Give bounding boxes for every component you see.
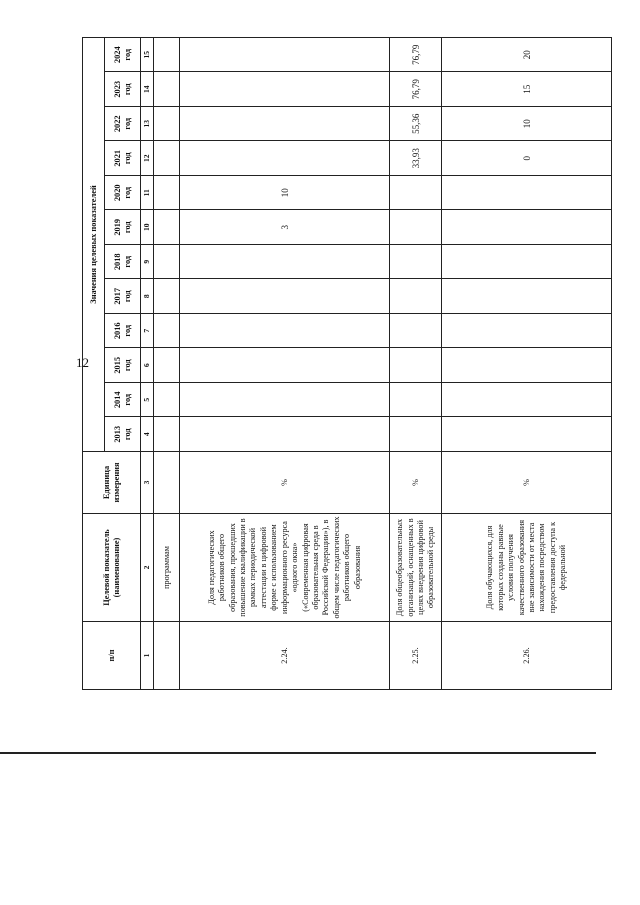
value-cell <box>442 245 612 280</box>
header-year: 2014 год <box>105 383 141 418</box>
value-cell <box>180 417 390 452</box>
value-cell <box>390 245 442 280</box>
value-cell <box>154 141 180 176</box>
header-year: 2015 год <box>105 348 141 383</box>
value-cell <box>390 279 442 314</box>
bottom-rule <box>0 752 596 754</box>
value-cell <box>180 72 390 107</box>
row-number: 2.26. <box>442 622 612 690</box>
value-cell: 20 <box>442 37 612 72</box>
value-cell: 10 <box>180 176 390 211</box>
header-year: 2016 год <box>105 314 141 349</box>
column-number: 1 <box>141 622 154 690</box>
unit-cell: % <box>442 452 612 514</box>
value-cell <box>390 417 442 452</box>
indicator-name: программам <box>154 514 180 622</box>
column-number: 8 <box>141 279 154 314</box>
value-cell <box>154 314 180 349</box>
value-cell: 15 <box>442 72 612 107</box>
header-year: 2021 год <box>105 141 141 176</box>
value-cell <box>154 348 180 383</box>
column-number: 3 <box>141 452 154 514</box>
table-row <box>390 37 442 689</box>
column-number: 4 <box>141 417 154 452</box>
table-row <box>442 37 612 689</box>
value-cell <box>442 417 612 452</box>
value-cell <box>180 383 390 418</box>
header-unit: Единица измерения <box>83 452 141 514</box>
header-year: 2018 год <box>105 245 141 280</box>
header-year: 2020 год <box>105 176 141 211</box>
column-number: 5 <box>141 383 154 418</box>
column-number: 15 <box>141 37 154 72</box>
header-year: 2017 год <box>105 279 141 314</box>
value-cell <box>442 314 612 349</box>
value-cell <box>154 210 180 245</box>
header-year: 2019 год <box>105 210 141 245</box>
column-number: 14 <box>141 72 154 107</box>
unit-cell: % <box>390 452 442 514</box>
value-cell <box>390 383 442 418</box>
value-cell <box>154 279 180 314</box>
indicator-name: Доля педагогических работников общего образования, прошедших повышение квалификации в рамках периодической аттестации в цифровой форме с использованием информационного ресурса «одного окна» («Современная цифровая образовательная среда в Российской Федерации»), в общем числе педагогических работников общего образования <box>180 514 390 622</box>
table-row <box>180 37 390 689</box>
value-cell <box>390 176 442 211</box>
header-year: 2024 год <box>105 37 141 72</box>
row-number <box>154 622 180 690</box>
page-number: 12 <box>76 355 89 370</box>
header-year: 2013 год <box>105 417 141 452</box>
value-cell <box>154 37 180 72</box>
column-number: 11 <box>141 176 154 211</box>
column-number: 10 <box>141 210 154 245</box>
value-cell <box>180 37 390 72</box>
unit-cell: % <box>180 452 390 514</box>
value-cell <box>390 314 442 349</box>
value-cell <box>442 176 612 211</box>
value-cell <box>154 245 180 280</box>
value-cell <box>442 348 612 383</box>
value-cell: 76,79 <box>390 37 442 72</box>
value-cell <box>390 210 442 245</box>
value-cell <box>154 417 180 452</box>
value-cell <box>180 314 390 349</box>
indicator-name: Доля общеобразовательных организаций, оснащенных в целях внедрения цифровой образовательной среды <box>390 514 442 622</box>
header-values-group: Значения целевых показателей <box>83 37 105 451</box>
value-cell <box>442 210 612 245</box>
value-cell: 3 <box>180 210 390 245</box>
value-cell <box>180 107 390 142</box>
value-cell <box>442 279 612 314</box>
column-number: 7 <box>141 314 154 349</box>
value-cell <box>180 348 390 383</box>
indicator-name: Доля обучающихся, для которых созданы равные условия получения качественного образования вне зависимости от места нахождения посредством предоставления доступа к федеральной <box>442 514 612 622</box>
column-number: 12 <box>141 141 154 176</box>
value-cell <box>390 348 442 383</box>
value-cell <box>154 383 180 418</box>
header-year: 2023 год <box>105 72 141 107</box>
unit-cell <box>154 452 180 514</box>
column-number: 2 <box>141 514 154 622</box>
header-name: Целевой показатель (наименование) <box>83 514 141 622</box>
value-cell <box>180 279 390 314</box>
value-cell: 0 <box>442 141 612 176</box>
value-cell: 10 <box>442 107 612 142</box>
value-cell: 76,79 <box>390 72 442 107</box>
rotated-table-wrapper <box>82 38 610 690</box>
value-cell <box>154 72 180 107</box>
table-row <box>154 37 180 689</box>
column-number: 9 <box>141 245 154 280</box>
value-cell <box>180 245 390 280</box>
target-indicators-table <box>82 37 612 690</box>
value-cell: 33,93 <box>390 141 442 176</box>
header-year: 2022 год <box>105 107 141 142</box>
column-number: 6 <box>141 348 154 383</box>
value-cell <box>180 141 390 176</box>
value-cell: 55,36 <box>390 107 442 142</box>
header-pn: п/п <box>83 622 141 690</box>
value-cell <box>154 176 180 211</box>
column-number: 13 <box>141 107 154 142</box>
value-cell <box>154 107 180 142</box>
row-number: 2.24. <box>180 622 390 690</box>
value-cell <box>442 383 612 418</box>
row-number: 2.25. <box>390 622 442 690</box>
